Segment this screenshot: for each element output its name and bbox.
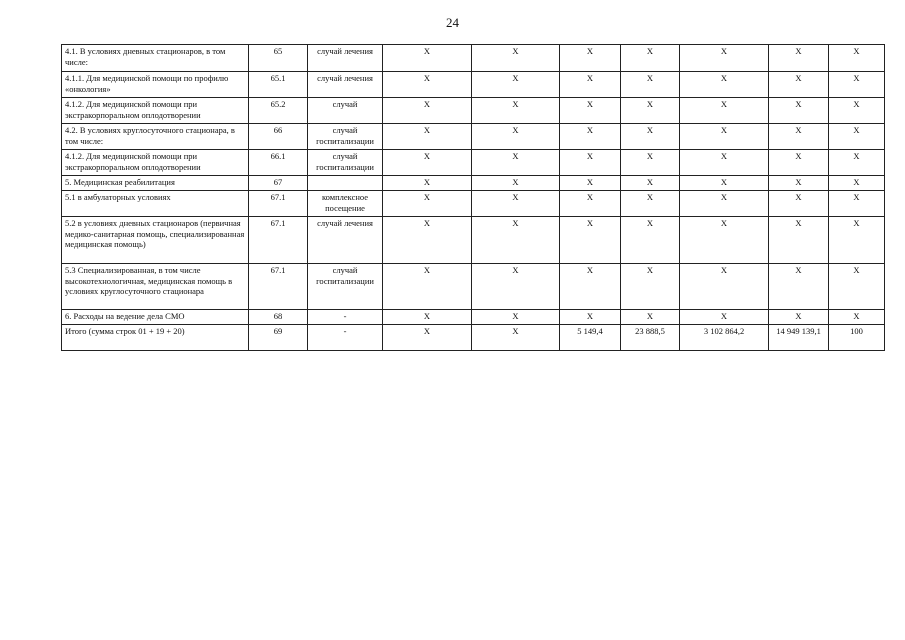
row-code: 69 [249,325,308,351]
row-value: X [383,124,472,150]
row-unit: - [308,325,383,351]
row-value: X [383,325,472,351]
row-unit: случай лечения [308,45,383,72]
row-value: X [680,72,769,98]
table-row [62,217,885,264]
page-number: 24 [446,15,459,30]
row-value: X [472,72,560,98]
row-value: X [769,45,829,72]
row-value: X [621,176,680,191]
row-name: 5.1 в амбулаторных условиях [62,191,249,217]
row-value: X [829,217,885,264]
row-value: X [472,150,560,176]
row-name: 5.2 в условиях дневных стационаров (первичная медико-санитарная помощь, специализированная медицинская помощь) [62,217,249,264]
row-value: X [829,176,885,191]
row-name: 4.1. В условиях дневных стационаров, в том числе: [62,45,249,72]
row-unit: случай госпитализации [308,150,383,176]
row-name: 5.3 Специализированная, в том числе высокотехнологичная, медицинская помощь в условиях круглосуточного стационара [62,264,249,310]
row-value: X [829,150,885,176]
row-value: X [680,98,769,124]
row-code: 67 [249,176,308,191]
row-code: 66.1 [249,150,308,176]
row-value: 3 102 864,2 [680,325,769,351]
row-value: X [560,176,621,191]
row-unit: случай лечения [308,217,383,264]
table-row [62,310,885,325]
row-value: X [829,98,885,124]
row-unit: комплексное посещение [308,191,383,217]
row-value: X [383,217,472,264]
row-value: X [383,98,472,124]
row-value: X [769,217,829,264]
row-value: X [829,310,885,325]
row-value: X [680,264,769,310]
row-value: X [472,264,560,310]
row-value: X [472,124,560,150]
row-value: X [472,176,560,191]
row-value: X [383,176,472,191]
row-name: 4.1.1. Для медицинской помощи по профилю «онкология» [62,72,249,98]
row-value: X [621,98,680,124]
row-value: X [829,124,885,150]
row-unit: случай лечения [308,72,383,98]
table-row [62,176,885,191]
row-unit: случай [308,98,383,124]
row-name: 4.1.2. Для медицинской помощи при экстракорпоральном оплодотворении [62,98,249,124]
row-value: X [769,176,829,191]
row-unit: случай госпитализации [308,264,383,310]
row-value: X [680,124,769,150]
row-value: X [560,45,621,72]
row-value: X [621,191,680,217]
row-value: X [829,264,885,310]
row-value: 23 888,5 [621,325,680,351]
row-value: X [769,124,829,150]
row-unit [308,176,383,191]
row-value: 5 149,4 [560,325,621,351]
row-value: X [383,72,472,98]
row-value: X [560,217,621,264]
row-value: X [621,217,680,264]
table-row [62,45,885,72]
row-value: X [383,45,472,72]
row-name: 6. Расходы на ведение дела СМО [62,310,249,325]
table-row-total [62,325,885,351]
row-value: X [621,45,680,72]
row-code: 65.1 [249,72,308,98]
row-value: X [680,45,769,72]
row-value: X [472,325,560,351]
row-value: X [560,310,621,325]
row-name: 4.1.2. Для медицинской помощи при экстракорпоральном оплодотворении [62,150,249,176]
row-value: X [769,150,829,176]
row-code: 67.1 [249,217,308,264]
row-value: X [621,310,680,325]
row-value: X [560,150,621,176]
table-row [62,150,885,176]
row-value: X [680,176,769,191]
row-code: 66 [249,124,308,150]
row-value: X [829,72,885,98]
row-value: X [769,264,829,310]
table-row [62,264,885,310]
row-value: X [769,98,829,124]
table-row [62,191,885,217]
row-value: X [680,217,769,264]
row-value: 100 [829,325,885,351]
row-value: X [472,45,560,72]
row-name: 5. Медицинская реабилитация [62,176,249,191]
row-value: X [769,72,829,98]
row-unit: - [308,310,383,325]
row-code: 65 [249,45,308,72]
row-value: X [680,191,769,217]
row-value: X [621,124,680,150]
row-value: X [769,310,829,325]
row-value: X [560,264,621,310]
row-value: X [472,191,560,217]
table-row [62,98,885,124]
row-name: Итого (сумма строк 01 + 19 + 20) [62,325,249,351]
row-value: X [560,124,621,150]
row-value: X [383,150,472,176]
row-unit: случай госпитализации [308,124,383,150]
row-value: X [769,191,829,217]
row-value: X [680,150,769,176]
row-value: X [383,310,472,325]
row-value: X [621,72,680,98]
row-value: X [472,217,560,264]
row-value: X [621,264,680,310]
row-value: X [829,191,885,217]
row-value: X [621,150,680,176]
row-value: X [560,72,621,98]
table-body [62,45,885,351]
data-table [61,44,885,351]
row-value: X [829,45,885,72]
row-value: 14 949 139,1 [769,325,829,351]
table-row [62,124,885,150]
row-value: X [680,310,769,325]
row-value: X [383,264,472,310]
row-code: 68 [249,310,308,325]
row-name: 4.2. В условиях круглосуточного стационара, в том числе: [62,124,249,150]
row-code: 67.1 [249,264,308,310]
row-value: X [560,191,621,217]
row-value: X [560,98,621,124]
table-row [62,72,885,98]
row-value: X [383,191,472,217]
row-code: 67.1 [249,191,308,217]
row-value: X [472,310,560,325]
row-code: 65.2 [249,98,308,124]
row-value: X [472,98,560,124]
